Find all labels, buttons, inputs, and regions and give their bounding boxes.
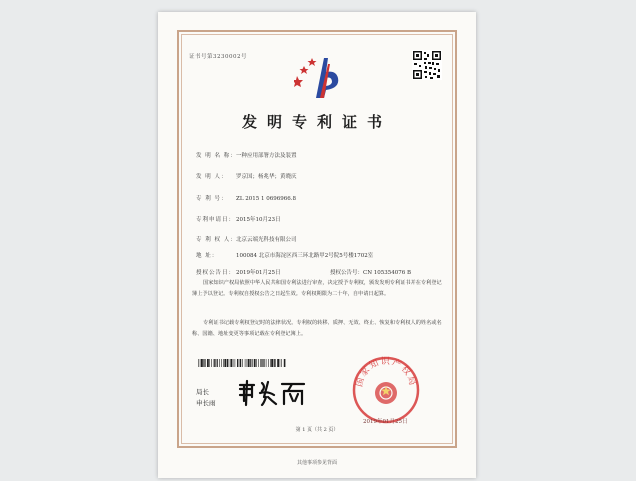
barcode-bar (268, 359, 269, 367)
barcode-bar (239, 359, 240, 367)
director-signature (238, 377, 308, 407)
barcode-bar (242, 359, 243, 367)
barcode-bar (263, 359, 264, 367)
patent-office-emblem-icon (294, 54, 344, 102)
barcode-bar (198, 359, 199, 367)
barcode-bar (274, 359, 275, 367)
grant-date-row: 授权公告日：2019年01月25日 授权公告号：CN 105354076 B (196, 270, 412, 276)
barcode-bar (262, 359, 263, 367)
barcode-bar (275, 359, 276, 367)
address-row: 地 址： 100084 北京市海淀区西三环北路甲2号院5号楼1702室 (196, 253, 374, 259)
barcode-bar (207, 359, 209, 367)
barcode-bar (281, 359, 282, 367)
barcode-bar (224, 359, 226, 367)
barcode-icon (198, 359, 286, 367)
barcode-bar (250, 359, 251, 367)
barcode-bar (258, 359, 259, 367)
barcode-bar (270, 359, 271, 367)
barcode-bar (245, 359, 246, 367)
grant-number-label: 授权公告号： (330, 270, 364, 276)
barcode-bar (254, 359, 256, 367)
certificate-number: 证书号第3230002号 (189, 54, 247, 60)
barcode-bar (229, 359, 230, 367)
barcode-bar (284, 359, 285, 367)
footer-note: 其他事项参见背面 (296, 460, 337, 466)
patent-number-row: 专 利 号： ZL 2015 1 0696966.8 (196, 196, 296, 202)
barcode-bar (235, 359, 236, 367)
barcode-bar (230, 359, 232, 367)
grant-statement-paragraph: 国家知识产权局依照中华人民共和国专利法进行审查，决定授予专利权，颁发发明专利证书并在专利登记簿上予以登记。专利权自授权公告之日起生效。专利权期限为二十年，自申请日起算。 (192, 280, 442, 297)
barcode-bar (209, 359, 210, 367)
barcode-bar (280, 359, 281, 367)
barcode-bar (256, 359, 257, 367)
svg-text:国家知识产权局: 国家知识产权局 (354, 357, 418, 389)
qr-code-icon (412, 50, 442, 80)
barcode-bar (217, 359, 218, 367)
director-title: 局长 申长雨 (196, 388, 216, 407)
inventors-row: 发 明 人： 罗京国；杨兆华；黄晓庆 (196, 174, 297, 180)
barcode-bar (219, 359, 220, 367)
barcode-bar (277, 359, 279, 367)
filing-date-row: 专利申请日：2015年10月23日 (196, 217, 281, 223)
certificate-title: 发明专利证书 (241, 113, 392, 131)
barcode-bar (260, 359, 261, 367)
official-seal (351, 355, 421, 425)
legal-status-paragraph: 专利证书记载专利权登记时的法律状况。专利权的转移、质押、无效、终止、恢复和专利权人的姓名或名称、国籍、地址变更等事项记载在专利登记簿上。 (192, 320, 442, 337)
page-number: 第 1 页（共 2 页） (295, 427, 339, 433)
barcode-bar (227, 359, 228, 367)
barcode-bar (201, 359, 203, 367)
barcode-bar (215, 359, 216, 367)
certificate-page (158, 12, 476, 478)
barcode-bar (214, 359, 215, 367)
barcode-bar (248, 359, 250, 367)
invention-name-row: 发 明 名 称：一种应用部署方法及装置 (196, 153, 297, 159)
barcode-bar (203, 359, 204, 367)
barcode-bar (211, 359, 212, 367)
barcode-bar (266, 359, 267, 367)
barcode-bar (223, 359, 224, 367)
barcode-bar (240, 359, 241, 367)
barcode-bar (252, 359, 253, 367)
barcode-bar (271, 359, 273, 367)
seal-date: 2019年01月25日 (363, 419, 408, 425)
grant-number-value: CN 105354076 B (363, 270, 412, 276)
barcode-bar (233, 359, 234, 367)
barcode-bar (237, 359, 238, 367)
barcode-bar (205, 359, 206, 367)
barcode-bar (221, 359, 222, 367)
barcode-bar (247, 359, 248, 367)
barcode-bar (200, 359, 201, 367)
patentee-row: 专 利 权 人：北京云端光科技有限公司 (196, 237, 297, 243)
